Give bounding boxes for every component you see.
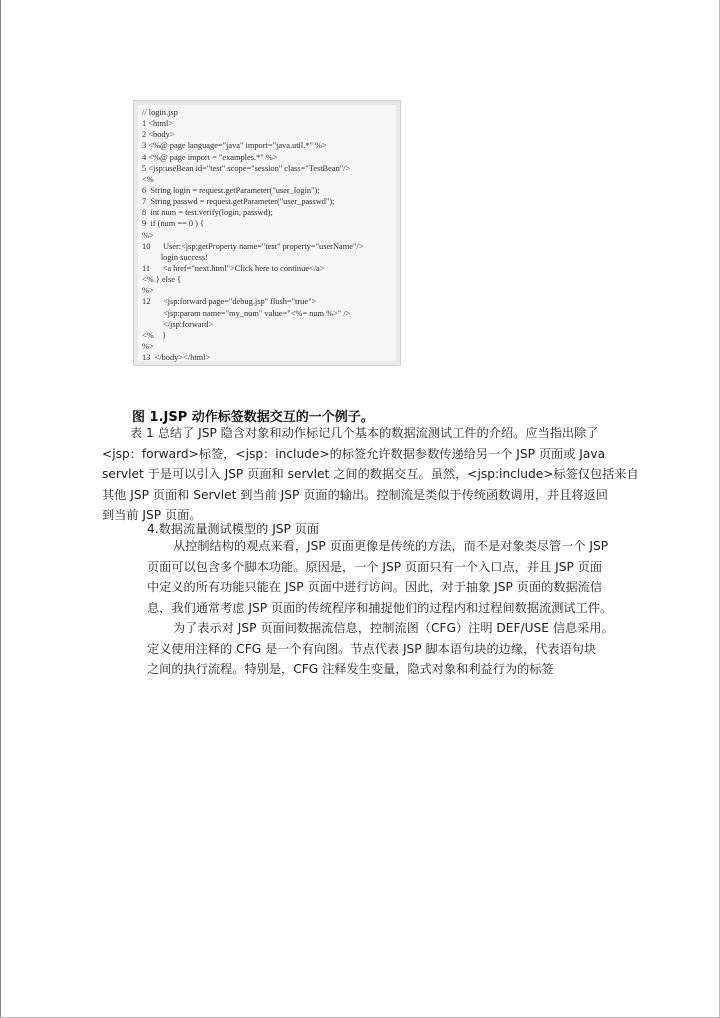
paragraph-line: 其他 JSP 页面和 Servlet 到当前 JSP 页面的输出。控制流是类似于传统函数调用，并且将返回 (102, 487, 608, 502)
code-line: 11 <a href="next.html">Click here to continue</a> (142, 263, 325, 273)
figure-caption: 图 1.JSP 动作标签数据交互的一个例子。 (132, 410, 374, 425)
code-line: %> (142, 230, 154, 240)
code-line: 2 <body> (142, 130, 175, 140)
code-line: %> (142, 286, 154, 296)
code-line: login success! (142, 252, 209, 262)
paragraph-line: 息，我们通常考虑 JSP 页面的传统程序和捕捉他们的过程内和过程间数据流测试工件。 (147, 600, 613, 615)
paragraph-line: 之间的执行流程。特别是，CFG 注释发生变量，隐式对象和利益行为的标签 (147, 662, 554, 677)
code-line: <% (142, 174, 154, 184)
code-line: 13 </body></html> (142, 353, 211, 363)
code-line: 12 <jsp:forward page="debug.jsp" flush="true"> (142, 297, 317, 307)
code-line: <jsp:param name="my_num" value="<%= num %>" /> (142, 308, 351, 318)
code-line: <% } (142, 330, 167, 340)
paragraph-line: <jsp：forward>标签，<jsp：include>的标签允许数据参数传递给另一个 JSP 页面或 Java (102, 446, 606, 461)
code-line: 6 String login = request.getParameter("user_login"); (142, 185, 320, 195)
paragraph-line: 到当前 JSP 页面。 (102, 508, 202, 523)
paragraph-line: 从控制结构的观点来看，JSP 页面更像是传统的方法，而不是对象类尽管一个 JSP (173, 539, 609, 553)
code-line: 4 <%@ page import = "examples.*" %> (142, 152, 278, 162)
code-line: <% } else { (142, 275, 182, 285)
paragraph-line: servlet 于是可以引入 JSP 页面和 servlet 之间的数据交互。虽然，<jsp:include>标签仅包括来自 (102, 467, 639, 482)
code-line: %> (142, 341, 154, 351)
paragraph-2 (147, 536, 612, 618)
code-line: 1 <html> (142, 119, 174, 129)
paragraph-1 (102, 423, 639, 526)
code-line: // login.jsp (142, 108, 178, 117)
paragraph-line: 为了表示对 JSP 页面间数据流信息，控制流图（CFG）注明 DEF/USE 信息采用。 (173, 621, 614, 635)
code-line: 3 <%@ page language="java" import="java.util.*" %> (142, 141, 327, 151)
code-line: </jsp:forward> (142, 319, 214, 329)
paragraph-line: 页面可以包含多个脚本功能。原因是，一个 JSP 页面只有一个入口点，并且 JSP 页面 (147, 559, 603, 574)
section-heading: 4.数据流量测试模型的 JSP 页面 (147, 522, 320, 536)
paragraph-3 (147, 618, 614, 680)
page-border (0, 0, 1, 1018)
code-line: 10 User:<jsp:getProperty name="test" property="userName"/> (142, 241, 364, 251)
code-listing (142, 107, 396, 363)
code-line: 7 String passwd = request.getParameter("user_passwd"); (142, 197, 335, 207)
paragraph-line: 中定义的所有功能只能在 JSP 页面中进行访问。因此，对于抽象 JSP 页面的数据流信 (147, 580, 603, 595)
code-listing-figure (133, 100, 401, 366)
code-line: 8 int num = test.verify(login, passwd); (142, 208, 273, 218)
paragraph-line: 定义使用注释的 CFG 是一个有向图。节点代表 JSP 脚本语句块的边缘，代表语句块 (147, 641, 597, 656)
paragraph-line: 表 1 总结了 JSP 隐含对象和动作标记几个基本的数据流测试工件的介绍。应当指出除了 (130, 426, 599, 440)
code-line: 9 if (num == 0 ) { (142, 219, 205, 229)
code-line: 5 <jsp:useBean id="test" scope="session" class="TestBean"/> (142, 163, 351, 173)
